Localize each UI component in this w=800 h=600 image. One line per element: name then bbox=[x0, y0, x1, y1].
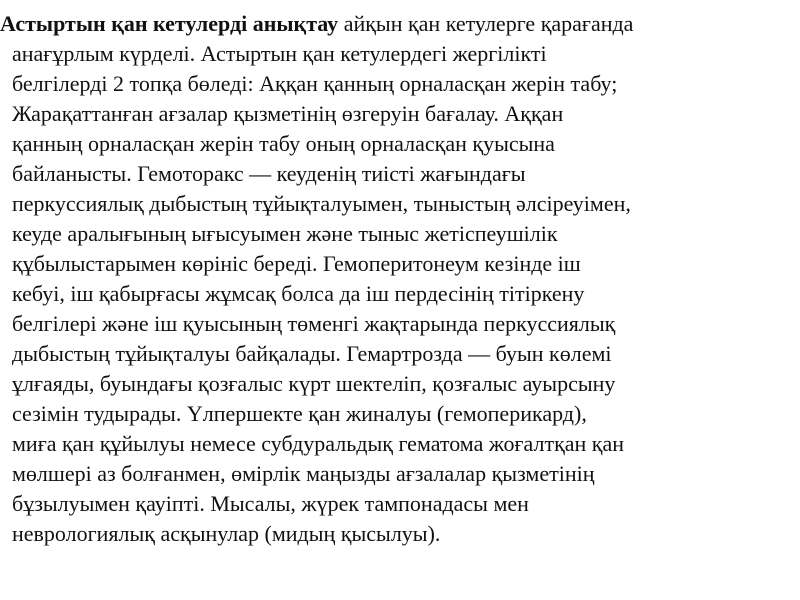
text-line-segment: айқын қан кетулерге қарағанда bbox=[338, 11, 634, 36]
text-line: кебуі, іш қабырғасы жұмсақ болса да іш пердесінің тітіркену bbox=[12, 281, 585, 306]
text-line: анағұрлым күрделі. Астыртын қан кетулердегі жергілікті bbox=[12, 41, 547, 66]
text-line: кеуде аралығының ығысуымен және тыныс жетіспеушілік bbox=[12, 221, 558, 246]
text-line bbox=[0, 9, 792, 39]
text-line: перкуссиялық дыбыстың тұйықталуымен, тыныстың әлсіреуімен, bbox=[12, 191, 631, 216]
text-line: қанның орналасқан жерін табу оның орналасқан қуысына bbox=[12, 131, 555, 156]
text-line: неврологиялық асқынулар (мидың қысылуы). bbox=[12, 521, 441, 546]
text-line: дыбыстың тұйықталуы байқалады. Гемартрозда — буын көлемі bbox=[12, 341, 612, 366]
text-line: бұзылуымен қауіпті. Мысалы, жүрек тампонадасы мен bbox=[12, 491, 529, 516]
text-line: құбылыстарымен көрініс береді. Гемоперитонеум кезінде іш bbox=[12, 251, 581, 276]
text-line: белгілерді 2 топқа бөледі: Аққан қанның орналасқан жерін табу; bbox=[12, 71, 618, 96]
text-line: ұлғаяды, буындағы қозғалыс күрт шектеліп, қозғалыс ауырсыну bbox=[12, 371, 616, 396]
text-line: мөлшері аз болғанмен, өмірлік маңызды ағзалалар қызметінің bbox=[12, 461, 595, 486]
text-line: белгілері және іш қуысының төменгі жақтарында перкуссиялық bbox=[12, 311, 616, 336]
text-line: миға қан құйылуы немесе субдуральдық гематома жоғалтқан қан bbox=[12, 431, 625, 456]
lead-phrase: Астыртын қан кетулерді анықтау bbox=[0, 11, 339, 36]
text-line: Жарақаттанған ағзалар қызметінің өзгеруін бағалау. Аққан bbox=[12, 101, 564, 126]
text-line: сезімін тудырады. Үлпершекте қан жиналуы (гемоперикард), bbox=[12, 401, 587, 426]
body-paragraph bbox=[0, 9, 792, 549]
text-line: байланысты. Гемоторакс — кеуденің тиісті жағындағы bbox=[12, 161, 526, 186]
